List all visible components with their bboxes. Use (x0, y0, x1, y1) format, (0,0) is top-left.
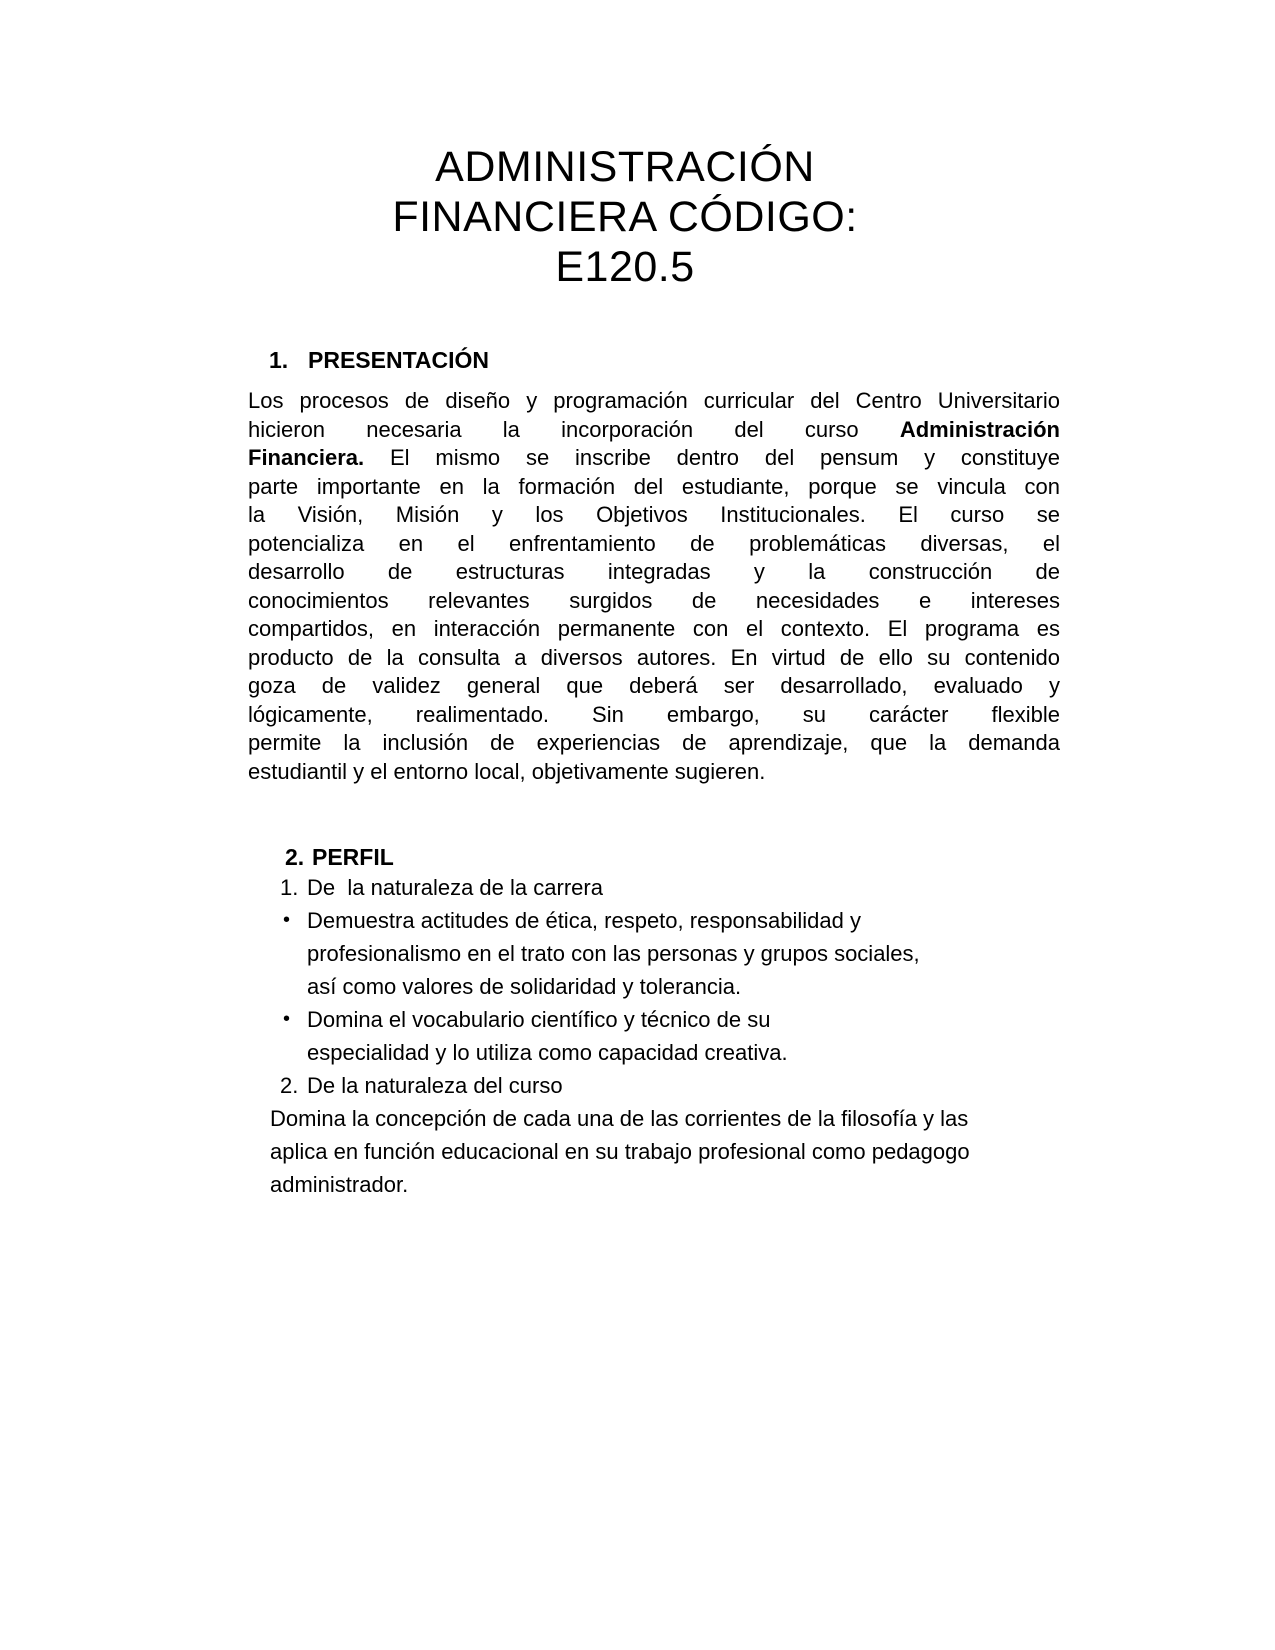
item-text: De la naturaleza de la carrera (307, 875, 603, 900)
item-number: 2. (280, 1073, 299, 1098)
section-number: 2. (285, 844, 305, 870)
bullet-icon: • (283, 909, 291, 931)
text-line (248, 444, 1060, 473)
title-line: E120.5 (555, 243, 695, 291)
text-segment: hicieron necesaria la incorporación del curso (248, 416, 859, 442)
bold-text-segment: Administración (899, 416, 1060, 442)
text-line: Los procesos de diseño y programación curricular del Centro Universitario (248, 388, 1060, 413)
text-line: Demuestra actitudes de ética, respeto, responsabilidad y (307, 908, 861, 933)
text-line: conocimientos relevantes surgidos de necesidades e intereses (248, 587, 1060, 613)
text-line: así como valores de solidaridad y tolerancia. (307, 974, 742, 999)
text-line: profesionalismo en el trato con las personas y grupos sociales, (307, 941, 920, 966)
perfil-section (270, 871, 1062, 1201)
text-line: Domina la concepción de cada una de las corrientes de la filosofía y las (270, 1106, 969, 1131)
text-line: goza de validez general que deberá ser desarrollado, evaluado y (248, 673, 1060, 698)
section-number: 1. (269, 347, 289, 373)
text-line: aplica en función educacional en su trabajo profesional como pedagogo (270, 1139, 970, 1164)
section-heading-label: PERFIL (312, 844, 394, 870)
title-line: FINANCIERA CÓDIGO: (392, 193, 858, 241)
text-line: desarrollo de estructuras integradas y la construcción de (248, 559, 1060, 584)
bold-text-segment: Financiera. (248, 445, 365, 470)
text-segment: El mismo se inscribe dentro del pensum y constituye (389, 445, 1060, 470)
text-line (248, 416, 1060, 445)
text-line: parte importante en la formación del estudiante, porque se vincula con (248, 473, 1060, 499)
title-line: ADMINISTRACIÓN (435, 143, 815, 191)
text-line: permite la inclusión de experiencias de aprendizaje, que la demanda (248, 730, 1060, 755)
text-line: lógicamente, realimentado. Sin embargo, su carácter flexible (248, 701, 1060, 727)
item-text (307, 1003, 1062, 1069)
numbered-item (270, 871, 1062, 904)
text-line: compartidos, en interacción permanente con el contexto. El programa es (248, 616, 1060, 641)
bullet-icon: • (283, 1008, 291, 1030)
document-title (188, 0, 1062, 292)
text-line: potencializa en el enfrentamiento de problemáticas diversas, el (248, 530, 1060, 556)
perfil-closing-paragraph (270, 1102, 1062, 1201)
bullet-item (270, 904, 1062, 1003)
section-heading-label: PRESENTACIÓN (308, 347, 490, 373)
item-text: De la naturaleza del curso (307, 1073, 563, 1098)
section-heading-presentacion (269, 346, 1275, 374)
text-line: especialidad y lo utiliza como capacidad creativa. (307, 1040, 788, 1065)
text-line: administrador. (270, 1172, 409, 1197)
item-number: 1. (280, 875, 299, 900)
text-line: producto de la consulta a diversos autores. En virtud de ello su contenido (248, 644, 1060, 670)
presentacion-paragraph (248, 387, 1060, 786)
text-line: la Visión, Misión y los Objetivos Institucionales. El curso se (248, 502, 1060, 527)
section-heading-perfil (285, 843, 1275, 871)
numbered-item (270, 1069, 1062, 1102)
text-line: estudiantil y el entorno local, objetivamente sugieren. (248, 758, 766, 784)
bullet-item (270, 1003, 1062, 1069)
item-text (307, 904, 1062, 1003)
text-line: Domina el vocabulario científico y técnico de su (307, 1007, 771, 1032)
